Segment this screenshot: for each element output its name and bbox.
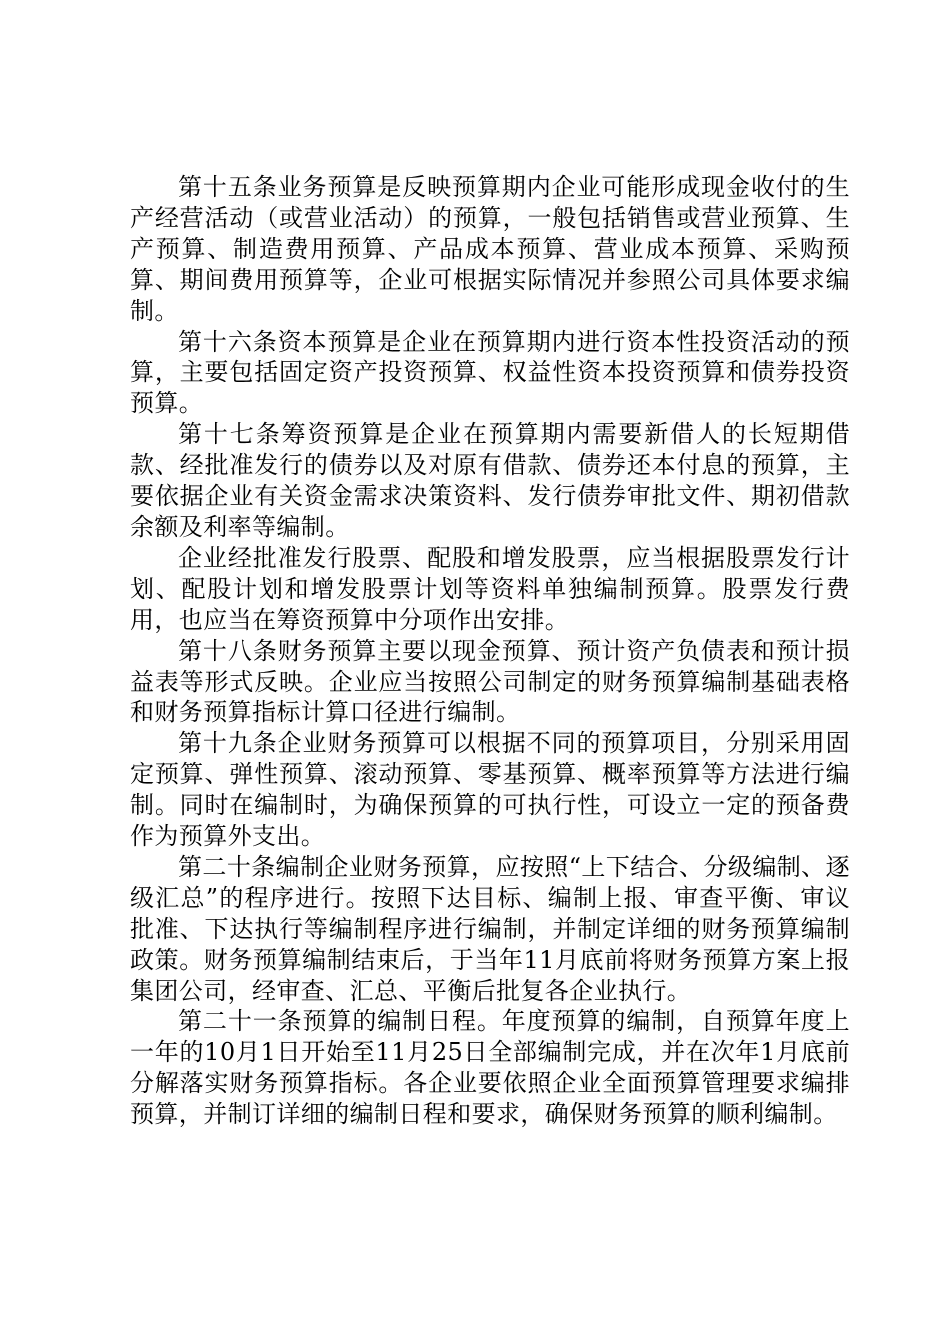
paragraph-article-17: 第十七条筹资预算是企业在预算期内需要新借人的长短期借款、经批准发行的债券以及对原有借款、债券还本付息的预算，主要依据企业有关资金需求决策资料、发行债券审批文件、期初借款余额及利率等编制。 <box>130 420 850 541</box>
paragraph-article-21: 第二十一条预算的编制日程。年度预算的编制，自预算年度上一年的10月1日开始至11月25日全部编制完成，并在次年1月底前分解落实财务预算指标。各企业要依照企业全面预算管理要求编排预算，并制订详细的编制日程和要求，确保财务预算的顺利编制。 <box>130 1007 850 1129</box>
document-body <box>130 172 850 1130</box>
paragraph-article-18: 第十八条财务预算主要以现金预算、预计资产负债表和预计损益表等形式反映。企业应当按照公司制定的财务预算编制基础表格和财务预算指标计算口径进行编制。 <box>130 636 850 727</box>
paragraph-article-19: 第十九条企业财务预算可以根据不同的预算项目，分别采用固定预算、弹性预算、滚动预算、零基预算、概率预算等方法进行编制。同时在编制时，为确保预算的可执行性，可设立一定的预备费作为预算外支出。 <box>130 729 850 851</box>
paragraph-article-15: 第十五条业务预算是反映预算期内企业可能形成现金收付的生产经营活动（或营业活动）的预算，一般包括销售或营业预算、生产预算、制造费用预算、产品成本预算、营业成本预算、采购预算、期间费用预算等，企业可根据实际情况并参照公司具体要求编制。 <box>130 173 850 325</box>
paragraph-article-20: 第二十条编制企业财务预算，应按照“上下结合、分级编制、逐级汇总”的程序进行。按照下达目标、编制上报、审查平衡、审议批准、下达执行等编制程序进行编制，并制定详细的财务预算编制政策。财务预算编制结束后，于当年11月底前将财务预算方案上报集团公司，经审查、汇总、平衡后批复各企业执行。 <box>130 852 850 1005</box>
paragraph-article-16: 第十六条资本预算是企业在预算期内进行资本性投资活动的预算，主要包括固定资产投资预算、权益性资本投资预算和债券投资预算。 <box>130 327 850 418</box>
paragraph-stock-issuance: 企业经批准发行股票、配股和增发股票，应当根据股票发行计划、配股计划和增发股票计划等资料单独编制预算。股票发行费用，也应当在筹资预算中分项作出安排。 <box>130 543 850 634</box>
